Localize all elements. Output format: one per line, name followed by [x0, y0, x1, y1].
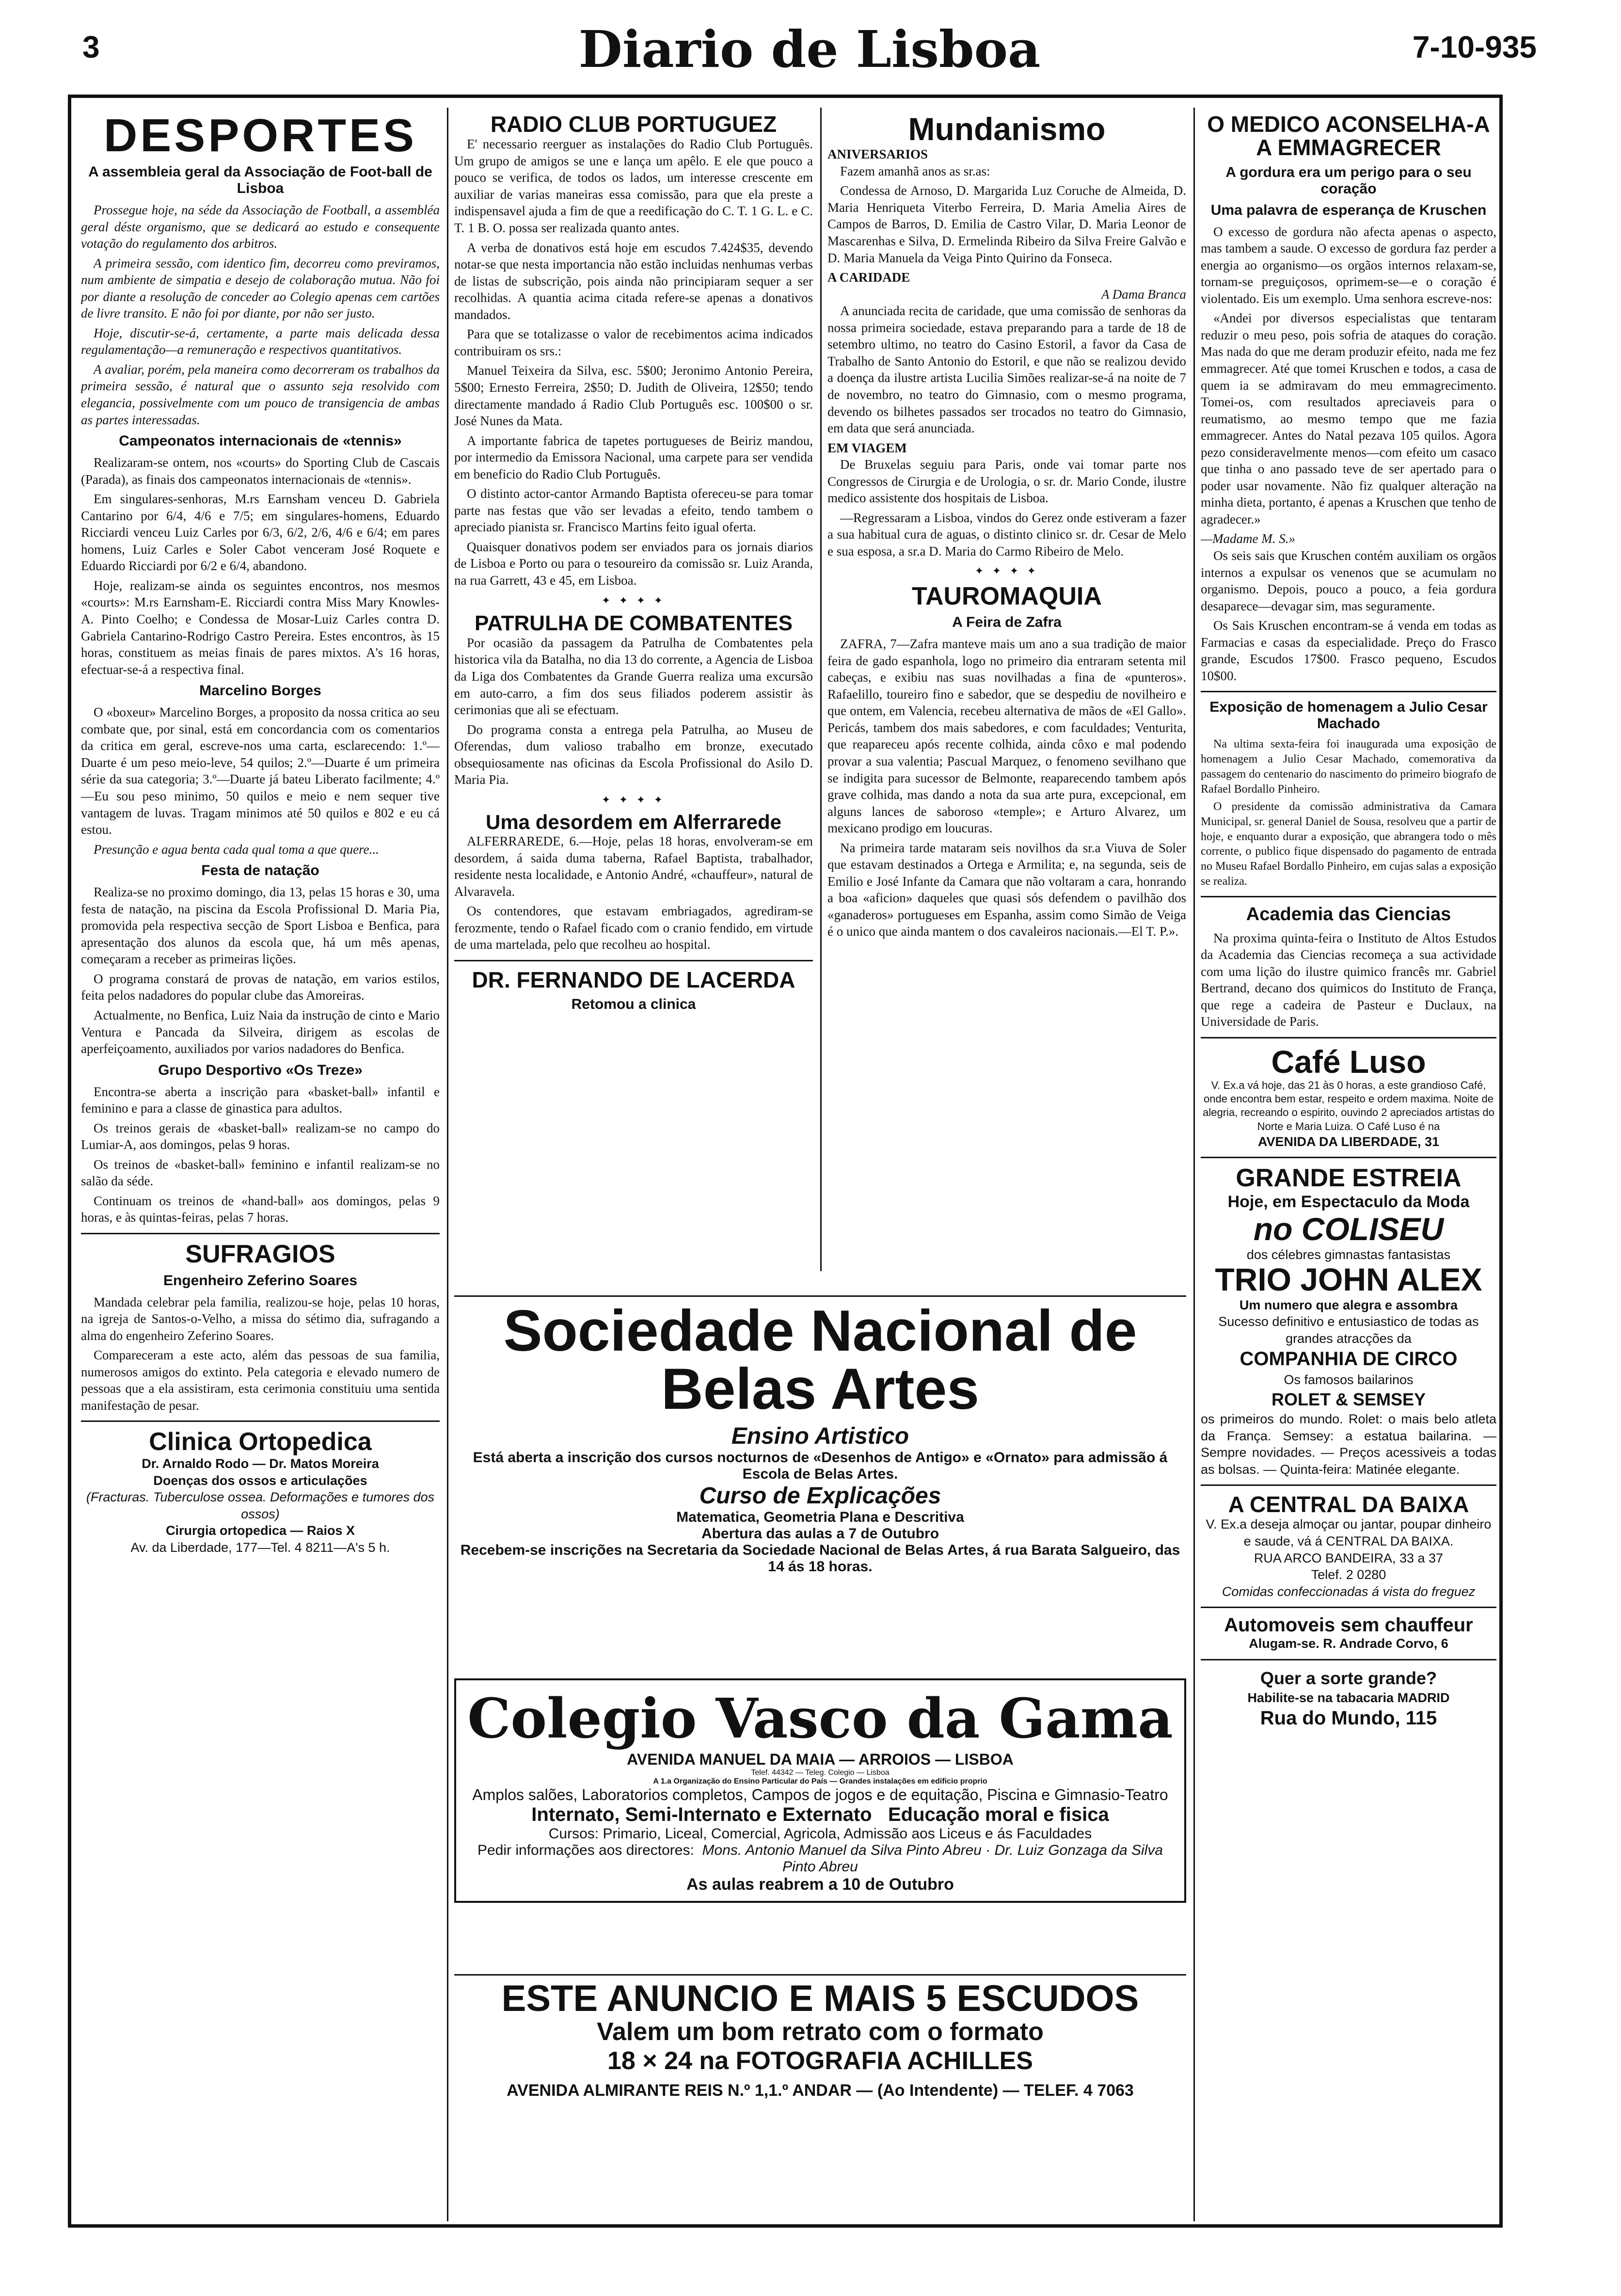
divider	[81, 1420, 440, 1422]
paragraph: A primeira sessão, com identico fim, decorreu como previramos, num ambiente de simpatia e desejo de colaboração mutua. Não foi por diante a resolução de conceder ao Colegio apenas cem cartões de livre transito. E não foi por diante, por não ser justo.	[81, 255, 440, 321]
column-rule	[820, 108, 822, 1271]
headline-emmagrecer: O MEDICO ACONSELHA-A A EMMAGRECER	[1207, 112, 1490, 160]
divider	[1201, 1484, 1496, 1486]
paragraph: Na primeira tarde mataram seis novilhos da sr.a Viuva de Soler que estavam destinados a Ortega e Armilita; e, na segunda, seis de Emilio e José Infante da Camara que não voltaram a cara, honrando a boa «aficion» daqueles que quasi sós defendem o pavilhão dos «ganaderos» portugueses em Espanha, assim como Simão de Veiga é o unico que ainda mantem o dos cavaleiros nacionais.—El T. P.».	[827, 840, 1186, 939]
ad-line: ROLET & SEMSEY	[1271, 1389, 1426, 1409]
headline: A CARIDADE	[827, 270, 910, 285]
paragraph: Para que se totalizasse o valor de recebimentos acima indicados contribuiram os srs.:	[454, 327, 813, 358]
paragraph: Prossegue hoje, na séde da Associação de Football, a assembléa geral déste organismo, que se dedicará ao estudo e consequente votação do regulamento dos arbitros.	[81, 203, 440, 251]
ad-title: Sociedade Nacional de Belas Artes	[503, 1298, 1137, 1421]
paragraph: O excesso de gordura não afecta apenas o aspecto, mas tambem a saude. O excesso de gordura faz perder a energia ao organismo—os orgãos internos relaxam-se, tornam-se preguiçosos, oprimem-se—e o coração é violentado. Eis um exemplo. Uma senhora escreve-nos:	[1201, 224, 1496, 306]
section-title-sufragios: SUFRAGIOS	[185, 1240, 335, 1268]
ad-line: GRANDE ESTREIA	[1236, 1164, 1462, 1193]
ad-line: Habilite-se na tabacaria MADRID	[1247, 1690, 1450, 1705]
ad-line: Os famosos bailarinos	[1284, 1372, 1414, 1387]
ad-line: Dr. Luiz Gonzaga da Silva Pinto Abreu	[782, 1842, 1163, 1875]
ad-line: Ensino Artistico	[731, 1423, 909, 1449]
divider	[1201, 1659, 1496, 1660]
paragraph: Condessa de Arnoso, D. Margarida Luz Coruche de Almeida, D. Maria Henriqueta Viterbo Ferreira, D. Maria Amelia Aires de Campos de Barros, D. Emilia de Castro Vilar, D. Maria Leonor de Mascarenhas e Silva, D. Ermelinda Ribeiro da Silva Freire Galvão e D. Maria Manuela da Veiga Pinto Quirino da Fonseca.	[827, 183, 1186, 265]
paragraph: Mandada celebrar pela familia, realizou-se hoje, pelas 10 horas, na igreja de Santos-o-Velho, a missa do sétimo dia, sufragando a alma do engenheiro Zeferino Soares.	[81, 1294, 440, 1343]
paragraph: Na proxima quinta-feira o Instituto de Altos Estudos da Academia das Ciencias recomeça a sua actividade com uma lição do ilustre quimico francês mr. Gabriel Bertrand, decano dos quimicos do Instituto de França, que rege a cadeira de Pasteur e Duclaux, na Universidade de Paris.	[1201, 930, 1496, 1029]
ad-lacerda-title: DR. FERNANDO DE LACERDA	[472, 967, 795, 992]
page-header	[82, 19, 1537, 79]
ad-line: Cirurgia ortopedica — Raios X	[165, 1523, 355, 1538]
divider	[1201, 1037, 1496, 1038]
ad-automoveis	[1201, 1615, 1496, 1652]
divider	[1201, 1607, 1496, 1608]
paragraph: Continuam os treinos de «hand-ball» aos domingos, pelas 9 horas, e às quintas-feiras, pelas 7 horas.	[81, 1193, 440, 1225]
ad-line: Quer a sorte grande?	[1260, 1668, 1437, 1688]
paragraph: E' necessario reerguer as instalações do Radio Club Português. Um grupo de amigos se une e lança um apêlo. E ele que pouco a pouco se verifica, de todos os lados, um interesse crescente em auxiliar de varias maneiras essa comissão, para que ela preste a indispensavel ajuda a fim de que a reedificação do C. T. 1 G. L. e C. T. 1 B. O. possa ser realizada quanto antes.	[454, 137, 813, 236]
ad-line: Valem um bom retrato com o formato	[597, 2018, 1044, 2046]
ad-line: Internato, Semi-Internato e Externato	[531, 1804, 872, 1825]
headline: Engenheiro Zeferino Soares	[163, 1272, 358, 1289]
section-title-desportes: DESPORTES	[103, 112, 417, 161]
paragraph: O presidente da comissão administrativa da Camara Municipal, sr. general Daniel de Sousa, resolveu que a partir de hoje, e enquanto durar a exposição, que abrangera todo o mês corrente, o publico fique dispensado do pagamento de entrada no Museu Rafael Bordallo Pinheiro, em cujas salas a exposição se realiza.	[1201, 800, 1496, 888]
column-desportes	[81, 112, 440, 2212]
paragraph: Presunção e agua benta cada qual toma a que quere...	[94, 842, 379, 857]
ad-line: V. Ex.a vá hoje, das 21 às 0 horas, a este grandioso Café, onde encontra bem estar, respeito e ordem maxima. Noite de alegria, recreando o espirito, ouvindo 2 apreciados artistas do Norte e Maria Luiza. O Café Luso é na	[1203, 1079, 1494, 1132]
paragraph: A avaliar, porém, pela maneira como decorreram os trabalhos da primeira sessão, é natural que o assunto seja resolvido com elegancia, possivelmente com um pouco de transigencia de ambas as partes interessadas.	[81, 362, 440, 427]
paragraph: A anunciada recita de caridade, que uma comissão de senhoras da nossa primeira sociedade, estava preparando para a tarde de 18 de setembro ultimo, no teatro do Casino Estoril, a favor da Casa de Trabalho de Santo Antonio do Estoril, e que não se realizou devido a doença da ilustre artista Lucilia Simões realizar-se-á na noite de 7 de novembro, no teatro do Gimnasio, com o mesmo programa, devendo os bilhetes passados ser trocados no teatro do Gimnasio, em data que será anunciada.	[827, 303, 1186, 436]
paragraph: ZAFRA, 7—Zafra manteve mais um ano a sua tradição de maior feira de gado espanhola, logo no primeiro dia entraram setenta mil cabeças, e exibiu nas suas novilhadas a fina de «punteros». Rafaelillo, toureiro fino e sabedor, que se despediu de novilheiro e que ontem, em Valencia, recebeu alternativa de mãos de «El Gallo». Pericás, tambem dos mais sabedores, e com faculdades; Venturita, que reapareceu após recente colhida, ainda côxo e mal podendo provar a sua valentia; Pascual Marquez, o fenomeno sevilhano que se indigita para sucessor de Belmonte, reaparecendo tambem após grave colhida, mas dando a nota da sua arte pura, excepcional, em alguns lances de saboroso «temple»; e Arturo Alvarez, um mexicano prodigo em loucuras.	[827, 637, 1186, 836]
ad-sorte	[1201, 1667, 1496, 1731]
ad-lacerda-sub: Retomou a clinica	[571, 996, 696, 1013]
ad-line: RUA ARCO BANDEIRA, 33 a 37	[1254, 1550, 1444, 1565]
ad-belas-artes	[454, 1295, 1186, 1575]
ad-line: Alugam-se. R. Andrade Corvo, 6	[1249, 1636, 1448, 1651]
paragraph: Hoje, discutir-se-á, certamente, a parte mais delicada dessa regulamentação—a remuneração e respectivos quantitativos.	[81, 325, 440, 357]
ad-central-baixa	[1201, 1493, 1496, 1600]
divider	[1201, 896, 1496, 897]
section-title-tauromaquia: TAUROMAQUIA	[912, 582, 1102, 610]
headline: Grupo Desportivo «Os Treze»	[158, 1062, 363, 1078]
ad-line: Telef. 2 0280	[1311, 1567, 1386, 1582]
paragraph: ALFERRAREDE, 6.—Hoje, pelas 18 horas, envolveram-se em desordem, á saida duma taberna, Rafael Baptista, trabalhador, residente nesta localidade, e Antonio André, «chauffeur», natural de Alvaravela.	[454, 834, 813, 899]
ad-clinica	[81, 1429, 440, 1556]
column-radio	[454, 112, 813, 1286]
divider	[454, 960, 813, 961]
paragraph: Actualmente, no Benfica, Luiz Naia da instrução de cinto e Mario Ventura e Pancada da Silveira, dirigem as escolas de aperfeiçoamento, auxiliados por varios nadadores do Benfica.	[81, 1007, 440, 1056]
divider	[1201, 691, 1496, 692]
paragraph: Hoje, realizam-se ainda os seguintes encontros, nos mesmos «courts»: M.rs Earnsham-E. Ricciardi contra Miss Mary Knowles-A. Pinto Coelho; e Condessa de Mosar-Luiz Carles contra D. Gabriela Cantarino-Rodrigo Castro Pereira. Estes encontros, às 15 horas, constituem as meias finais de pares mixtos. A's 16 horas, efectuar-se-á a respectiva final.	[81, 578, 440, 677]
ad-line: Curso de Explicações	[699, 1483, 941, 1509]
section-title-mundanismo: Mundanismo	[908, 112, 1106, 147]
paragraph: O «boxeur» Marcelino Borges, a proposito da nossa critica ao seu combate que, por sinal, está em concordancia com os comentarios da critica em geral, escreve-nos uma carta, esclarecendo: 1.º—Duarte é um peso meio-leve, 54 quilos; 2.º—Duarte é um primeira série da sua categoria; 3.º—Duarte já bateu Liberato facilmente; 4.º—Eu sou peso minimo, 50 quilos e meio e nem sequer tive vantagem de luvas. Tragam minimos até 50 quilos e 802 e eu cá estou.	[81, 705, 440, 837]
paragraph: O programa constará de provas de natação, em varios estilos, feita pelos nadadores do popular clube das Amoreiras.	[81, 971, 440, 1003]
headline: Marcelino Borges	[199, 683, 321, 699]
paragraph: Compareceram a este acto, além das pessoas de sua familia, numerosos amigos do extinto. Pela categoria e elevado numero de pessoas que a ela assistiram, esta cerimonia constituiu uma sentida manifestação de pesar.	[81, 1348, 440, 1413]
ad-title: A CENTRAL DA BAIXA	[1228, 1492, 1469, 1517]
ad-line: AVENIDA ALMIRANTE REIS N.º 1,1.º ANDAR — (Ao Intendente) — TELEF. 4 7063	[507, 2081, 1134, 2100]
ad-coliseu	[1201, 1165, 1496, 1478]
ad-line: Telef. 44342 — Teleg. Colegio — Lisboa	[751, 1769, 890, 1777]
headline: A assembleia geral da Associação de Foot-ball de Lisboa	[88, 164, 432, 196]
paragraph: Na ultima sexta-feira foi inaugurada uma exposição de homenagem a Julio Cesar Machado, comemorativa da passagem do centenario do nascimento do primeiro biografo de Rafael Bordallo Pinheiro.	[1201, 738, 1496, 796]
ad-title: Automoveis sem chauffeur	[1224, 1614, 1473, 1636]
column-right	[1201, 112, 1496, 2212]
paragraph: Realizaram-se ontem, nos «courts» do Sporting Club de Cascais (Parada), as finais dos campeonatos internacionais de «tennis».	[81, 455, 440, 487]
ad-line: ESTE ANUNCIO E MAIS 5 ESCUDOS	[501, 1978, 1139, 2019]
ad-title: Clinica Ortopedica	[149, 1428, 372, 1456]
ad-line: Recebem-se inscrições na Secretaria da Sociedade Nacional de Belas Artes, á rua Barata Salgueiro, das 14 ás 18 horas.	[460, 1542, 1180, 1575]
ad-line: Amplos salões, Laboratorios completos, Campos de jogos e de equitação, Piscina e Gimnasio-Teatro	[472, 1786, 1168, 1803]
ad-line: dos célebres gimnastas fantasistas	[1246, 1247, 1451, 1262]
paragraph: Os treinos de «basket-ball» feminino e infantil realizam-se no salão da séde.	[81, 1157, 440, 1189]
ad-line: Sucesso definitivo e entusiastico de todas as grandes atracções da	[1218, 1314, 1479, 1346]
paragraph: Encontra-se aberta a inscrição para «basket-ball» infantil e feminino e para a classe de ginastica para adultos.	[81, 1084, 440, 1116]
ad-line: Educação moral e fisica	[888, 1804, 1109, 1825]
paragraph: Fazem amanhã anos as sr.as:	[840, 163, 990, 178]
headline-academia: Academia das Ciencias	[1246, 904, 1451, 925]
headline: Campeonatos internacionais de «tennis»	[119, 433, 402, 449]
divider	[81, 1233, 440, 1234]
ad-line: Pedir informações aos directores:	[477, 1842, 694, 1858]
ad-line: COMPANHIA DE CIRCO	[1240, 1348, 1458, 1370]
headline: ANIVERSARIOS	[827, 147, 928, 162]
paragraph: Manuel Teixeira da Silva, esc. 5$00; Jeronimo Antonio Pereira, 5$00; Ernesto Ferreira, 2$50; D. Judith de Oliveira, 12$50; tendo directamente mandado á Radio Club Português esc. 100$00 o sr. José Nunes da Mata.	[454, 363, 813, 429]
subheadline: A gordura era um perigo para o seu coração	[1225, 164, 1472, 197]
ad-line: V. Ex.a deseja almoçar ou jantar, poupar dinheiro e saude, vá á CENTRAL DA BAIXA.	[1206, 1517, 1492, 1549]
ad-cafe-luso	[1201, 1045, 1496, 1150]
paragraph: A importante fabrica de tapetes portugueses de Beiriz mandou, por intermedio da Emissora Nacional, uma carpete para ser vendida em beneficio do Radio Club Português.	[454, 433, 813, 481]
issue-date: 7-10-935	[1412, 30, 1537, 64]
paragraph: A verba de donativos está hoje em escudos 7.424$35, devendo notar-se que nesta importancia não estão incluidas nenhumas verbas de listas de subscrição, pois ainda não principiaram sequer a ser recolhidas. A quantia acima citada refere-se apenas a donativos mandados.	[454, 240, 813, 322]
paragraph: Os treinos gerais de «basket-ball» realizam-se no campo do Lumiar-A, aos domingos, pelas 9 horas.	[81, 1120, 440, 1152]
paragraph: Os Sais Kruschen encontram-se á venda em todas as Farmacias e casas da especialidade. Preço do Frasco grande, Escudos 17$00. Frasco pequeno, Escudos 10$00.	[1201, 618, 1496, 683]
ad-title: Colegio Vasco da Gama	[467, 1687, 1173, 1751]
ad-line: (Fracturas. Tuberculose ossea. Deformações e tumores dos ossos)	[86, 1490, 435, 1521]
ad-line: no COLISEU	[1253, 1211, 1444, 1247]
ad-line: Mons. Antonio Manuel da Silva Pinto Abreu	[702, 1842, 982, 1858]
ad-line: Av. da Liberdade, 177—Tel. 4 8211—A's 5 h.	[130, 1540, 390, 1555]
masthead: Diario de Lisboa	[578, 19, 1041, 79]
ad-line: Hoje, em Espectaculo da Moda	[1227, 1192, 1470, 1211]
paragraph: Do programa consta a entrega pela Patrulha, ao Museu de Oferendas, dum valioso trabalho em bronze, executado obsequiosamente nas oficinas da Escola Profissional do Asilo D. Maria Pia.	[454, 722, 813, 787]
headline-radio: RADIO CLUB PORTUGUEZ	[490, 112, 777, 137]
ad-line: Doenças dos ossos e articulações	[153, 1473, 367, 1488]
ad-line: A 1.a Organização do Ensino Particular do País — Grandes instalações em edificio proprio	[653, 1777, 987, 1786]
headline: EM VIAGEM	[827, 440, 907, 455]
ad-line: os primeiros do mundo. Rolet: o mais belo atleta da França. Semsey: a estatua bailarina. — Sempre novidades. — Preços acessiveis a todas as bolsas. — Quinta-feira: Matinée elegante.	[1201, 1412, 1496, 1477]
ad-line: Um numero que alegra e assombra	[1239, 1297, 1458, 1312]
ad-line: Rua do Mundo, 115	[1260, 1707, 1437, 1729]
ad-line: As aulas reabrem a 10 de Outubro	[686, 1875, 954, 1894]
ad-line: Comidas confeccionadas á vista do freguez	[1222, 1584, 1476, 1599]
paragraph: —Regressaram a Lisboa, vindos do Gerez onde estiveram a fazer a sua habitual cura de aguas, o distinto clinico sr. dr. Cesar de Melo e sua esposa, a sr.a D. Maria do Carmo Ribeiro de Melo.	[827, 510, 1186, 558]
ad-achilles	[454, 1974, 1186, 2100]
ornament-divider: ✦ ✦ ✦ ✦	[974, 565, 1039, 577]
ad-title: Café Luso	[1271, 1043, 1426, 1080]
headline-patrulha: PATRULHA DE COMBATENTES	[475, 611, 793, 635]
page-number: 3	[82, 30, 100, 64]
paragraph: O distinto actor-cantor Armando Baptista ofereceu-se para tomar parte nas festas que vão ser levadas a efeito, tendo tambem o apreciado pianista sr. Francisco Martins feito igual oferta.	[454, 486, 813, 535]
headline: A Feira de Zafra	[952, 614, 1062, 631]
signature: —Madame M. S.»	[1201, 531, 1295, 546]
ad-line: Cursos: Primario, Liceal, Comercial, Agricola, Admissão aos Liceus e ás Faculdades	[548, 1826, 1092, 1842]
ad-line: 18 × 24 na FOTOGRAFIA ACHILLES	[607, 2047, 1033, 2075]
ad-line: Abertura das aulas a 7 de Outubro	[701, 1526, 939, 1542]
paragraph: Por ocasião da passagem da Patrulha de Combatentes pela historica vila da Batalha, no dia 13 do corrente, a Agencia de Lisboa da Liga dos Combatentes da Grande Guerra realiza uma excursão em auto-carro, a fim dos seus filiados poderem assistir às cerimonias que ali se efectuam.	[454, 635, 813, 718]
ad-line: TRIO JOHN ALEX	[1215, 1261, 1482, 1298]
paragraph: Os contendores, que estavam embriagados, agrediram-se ferozmente, tendo o Rafael ficado com o cranio fendido, em virtude de uma martelada, pelo que recolheu ao hospital.	[454, 904, 813, 952]
ad-line: AVENIDA MANUEL DA MAIA — ARROIOS — LISBOA	[627, 1751, 1014, 1768]
page-frame	[68, 95, 1503, 2228]
ornament-divider: ✦ ✦ ✦ ✦	[601, 793, 666, 806]
paragraph: Quaisquer donativos podem ser enviados para os jornais diarios de Lisboa e Porto ou para o tesoureiro da comissão sr. Luiz Aranda, na rua Garrett, 43 e 45, em Lisboa.	[454, 539, 813, 588]
column-rule	[1193, 108, 1195, 2221]
headline: Festa de natação	[201, 862, 319, 879]
divider	[1201, 1157, 1496, 1158]
paragraph: De Bruxelas seguiu para Paris, onde vai tomar parte nos Congressos de Cirurgia e de Urologia, o sr. dr. Mario Conde, ilustre medico assistente dos hospitais de Lisboa.	[827, 457, 1186, 506]
signature: A Dama Branca	[1101, 287, 1186, 302]
headline-desordem: Uma desordem em Alferrarede	[485, 810, 782, 833]
paragraph: Realiza-se no proximo domingo, dia 13, pelas 15 horas e 30, uma festa de natação, na piscina da Escola Profissional D. Maria Pia, promovida pela respectiva secção de Sport Lisboa e Benfica, para apresentação dos alunos da escola que, há um mês apenas, começaram a receber as primeiras lições.	[81, 885, 440, 967]
paragraph: Em singulares-senhoras, M.rs Earnsham venceu D. Gabriela Cantarino por 6/4, 4/6 e 7/5; em singulares-homens, Eduardo Ricciardi venceu Luiz Carles por 6/3, 6/2, 2/6, 4/6 e 6/4; em pares homens, Luiz Carles e Soler Cabot venceram José Roquete e Eduardo Ricciardi por 6/2 e 6/4, abandono.	[81, 492, 440, 574]
column-rule	[447, 108, 448, 2221]
ad-line: AVENIDA DA LIBERDADE, 31	[1257, 1134, 1440, 1149]
ad-line: Matematica, Geometria Plana e Descritiva	[676, 1509, 964, 1525]
paragraph: «Andei por diversos especialistas que tentaram reduzir o meu peso, pois sofria de ataques do coração. Mas nada do que me deram produzir efeito, nada me fez emmagrecer. Até que tomei Kruschen e todos, a casa de quem ia se admiravam do meu emmagrecimento. Tomei-os, com resultados apreciaveis para o reumatismo, ao mesmo tempo que me fazia emmagrecer. Antes do Natal pezava 105 quilos. Agora pezo consideravelmente menos—com efeito um casaco que tinha o ano passado teve de ser apertado para o poder usar novamente. Não fiz qualquer alteração na minha dieta, portanto, é apenas a Kruschen que tenho de agradecer.»	[1201, 311, 1496, 526]
ad-vasco-gama: Colegio Vasco da Gama AVENIDA MANUEL DA MAIA — ARROIOS — LISBOA Telef. 44342 — Teleg. Colegio — Lisboa A 1.a Organização do Ensino Particular do País — Grandes instalações em edificio proprio Amplos salões, Laboratorios completos, Campos de jogos e de equitação, Piscina e Gimnasio-Teatro Internato, Semi-Internato e Externato Educação moral e fisica Cursos: Primario, Liceal, Comercial, Agricola, Admissão aos Liceus e ás Faculdades Pedir informações aos directores: Mons. Antonio Manuel da Silva Pinto Abreu · Dr. Luiz Gonzaga da Silva Pinto Abreu As aulas reabrem a 10 de Outubro	[454, 1678, 1186, 1903]
column-mundanismo	[827, 112, 1186, 1286]
ad-line: Dr. Arnaldo Rodo — Dr. Matos Moreira	[142, 1456, 379, 1471]
paragraph: Os seis sais que Kruschen contém auxiliam os orgãos internos a expulsar os venenos que se acumulam no organismo. Depois, pouco a pouco, a feia gordura desaparece—devagar sim, mas seguramente.	[1201, 548, 1496, 613]
subheadline: Uma palavra de esperança de Kruschen	[1210, 202, 1487, 218]
ad-line: Está aberta a inscrição dos cursos nocturnos de «Desenhos de Antigo» e «Ornato» para admissão á Escola de Belas Artes.	[473, 1450, 1168, 1482]
headline-machado: Exposição de homenagem a Julio Cesar Machado	[1209, 699, 1488, 732]
ornament-divider: ✦ ✦ ✦ ✦	[601, 594, 666, 606]
